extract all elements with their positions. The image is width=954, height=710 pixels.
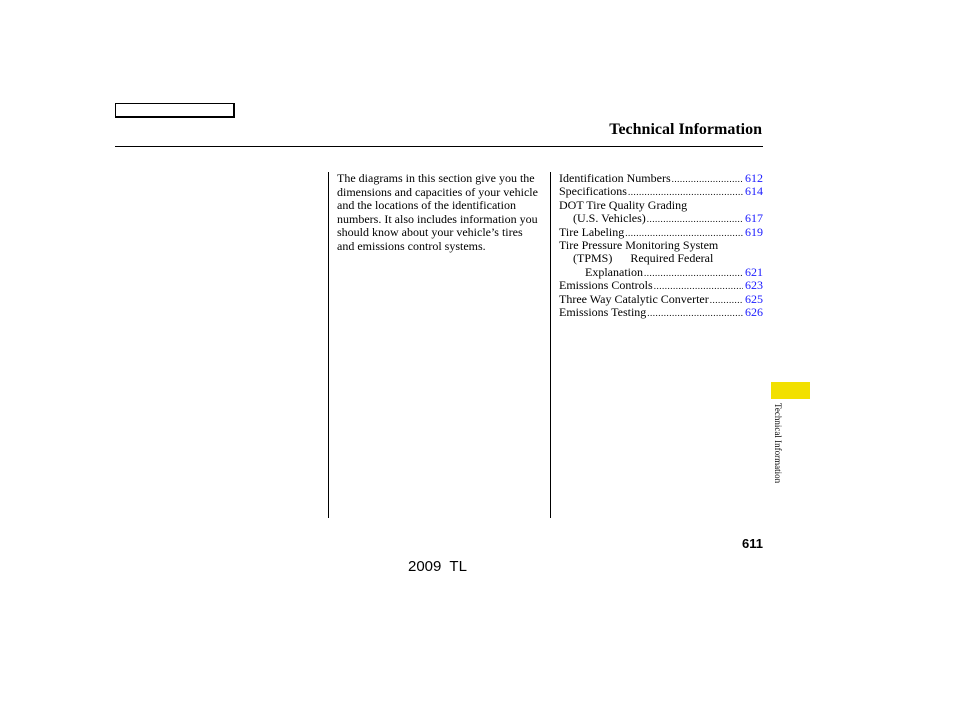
toc-item-label-continued: (TPMS) bbox=[573, 251, 613, 266]
title-divider bbox=[115, 146, 763, 147]
toc-item-label: Emissions Testing bbox=[559, 304, 647, 319]
toc-item-label: Three Way Catalytic Converter bbox=[559, 291, 709, 306]
toc-page-link[interactable]: 619 bbox=[745, 224, 763, 239]
leader-dots bbox=[644, 267, 743, 280]
toc-page-link[interactable]: 623 bbox=[745, 278, 763, 293]
toc-page-link[interactable]: 612 bbox=[745, 171, 763, 185]
toc-page-link[interactable]: 614 bbox=[745, 184, 763, 199]
leader-dots bbox=[647, 213, 743, 226]
toc-page-link[interactable]: 617 bbox=[745, 211, 763, 226]
toc-item-label-continued: Explanation bbox=[585, 264, 643, 279]
column-divider-right bbox=[550, 172, 551, 518]
toc-item-tire-labeling[interactable] bbox=[559, 226, 763, 239]
toc-item-label: Emissions Controls bbox=[559, 278, 653, 293]
leader-dots bbox=[710, 294, 743, 307]
leader-dots bbox=[672, 173, 743, 186]
toc-item-dot-tire-quality-grading[interactable] bbox=[559, 199, 763, 226]
page-number: 611 bbox=[742, 536, 763, 551]
leader-dots bbox=[647, 307, 743, 320]
page-title: Technical Information bbox=[609, 121, 762, 138]
header-box bbox=[115, 103, 235, 118]
toc-item-label-continued: Required Federal bbox=[630, 251, 714, 266]
toc-item-three-way-catalytic-converter[interactable] bbox=[559, 293, 763, 306]
toc-item-label-continued: (U.S. Vehicles) bbox=[573, 211, 646, 226]
toc-item-label: Specifications bbox=[559, 184, 627, 199]
toc-item-label: Identification Numbers bbox=[559, 171, 671, 185]
table-of-contents bbox=[559, 172, 763, 319]
toc-item-label: DOT Tire Quality Grading bbox=[559, 197, 688, 212]
column-divider-left bbox=[328, 172, 329, 518]
section-tab bbox=[771, 382, 810, 399]
toc-item-label: Tire Pressure Monitoring System bbox=[559, 237, 719, 252]
toc-item-tpms[interactable] bbox=[559, 239, 763, 279]
toc-item-emissions-testing[interactable] bbox=[559, 306, 763, 319]
section-side-label: Technical Information bbox=[773, 403, 783, 484]
toc-page-link[interactable]: 625 bbox=[745, 291, 763, 306]
toc-item-label: Tire Labeling bbox=[559, 224, 625, 239]
toc-page-link[interactable]: 621 bbox=[745, 264, 763, 279]
intro-paragraph: The diagrams in this section give you the dimensions and capacities of your vehicle and the locations of the identification numbers. It also includes information you should know about your vehicle’s tires and emissions control systems. bbox=[337, 171, 538, 253]
toc-item-identification-numbers[interactable] bbox=[559, 172, 763, 185]
toc-page-link[interactable]: 626 bbox=[745, 304, 763, 319]
footer-model: 2009 TL bbox=[408, 558, 467, 575]
toc-item-emissions-controls[interactable] bbox=[559, 279, 763, 292]
toc-item-specifications[interactable] bbox=[559, 185, 763, 198]
